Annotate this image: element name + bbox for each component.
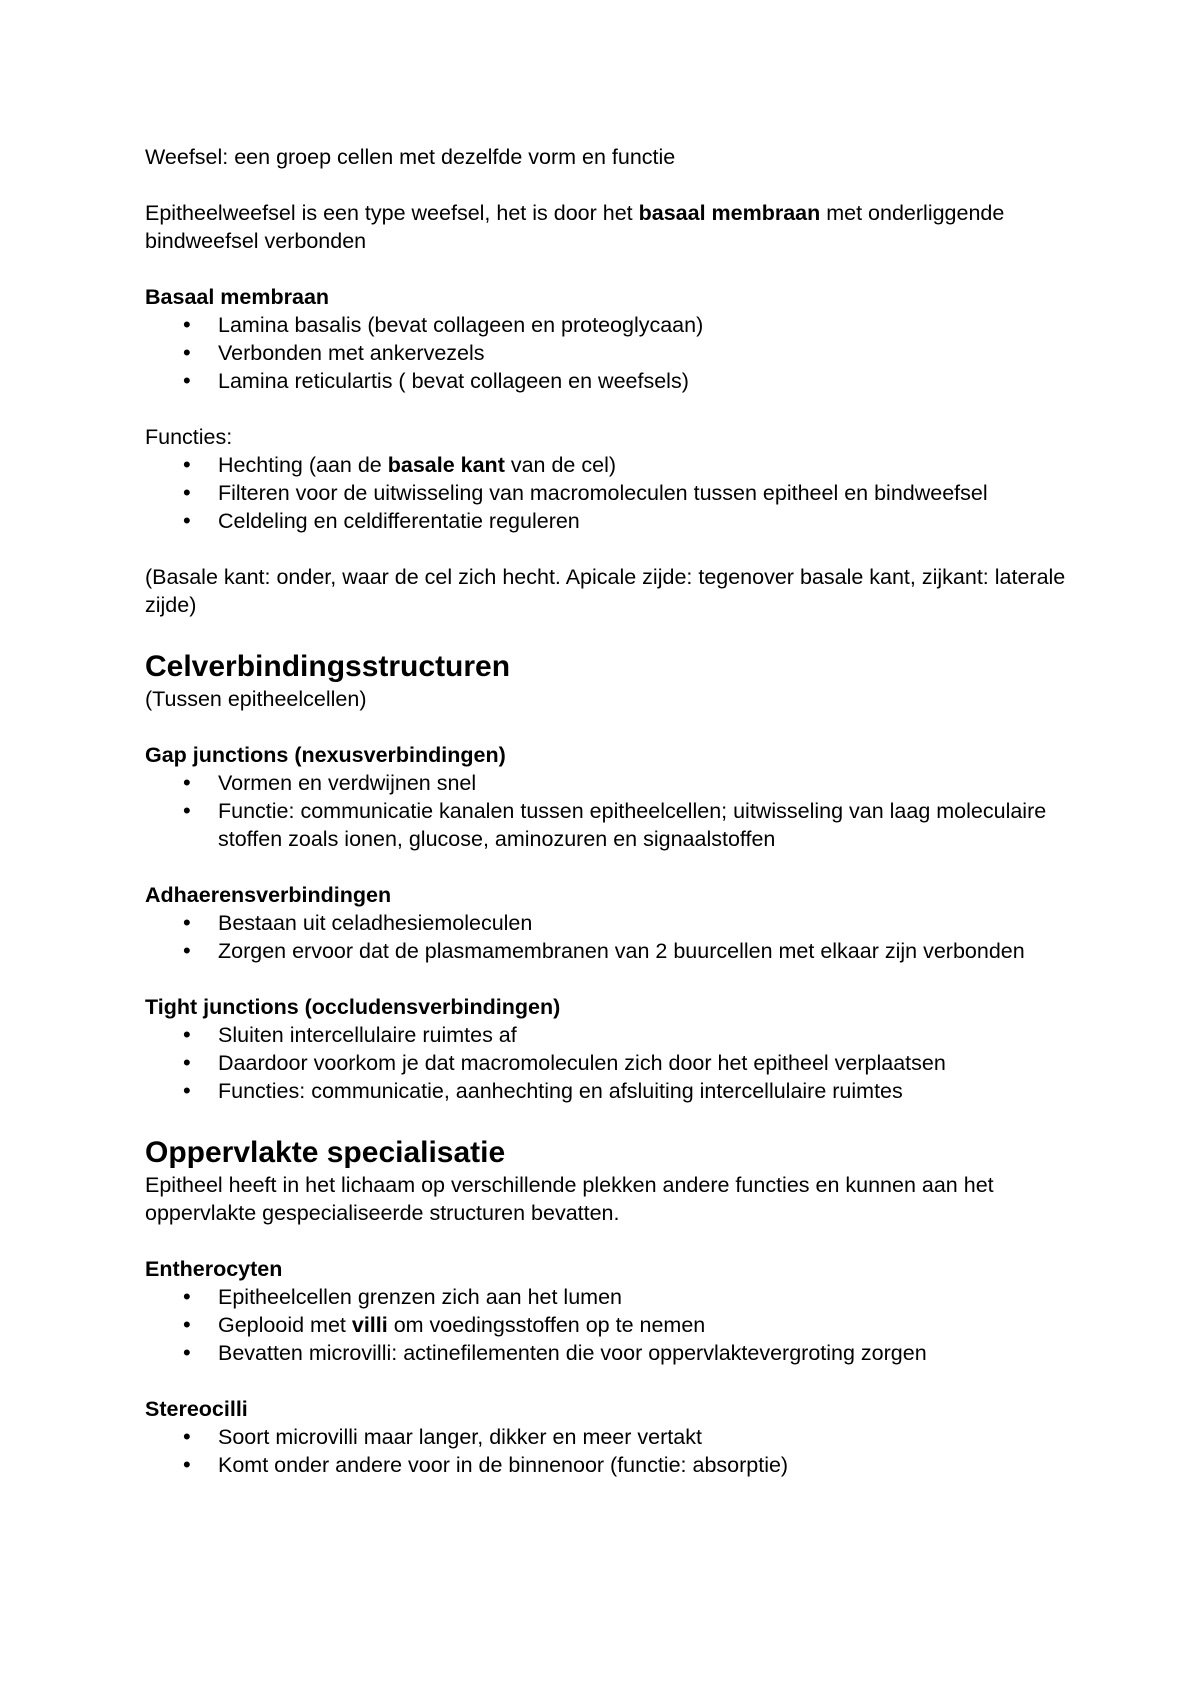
oppervlakte-title: Oppervlakte specialisatie [145, 1136, 506, 1169]
list-item: • Bestaan uit celadhesiemoleculen [183, 910, 533, 935]
list-item: • Komt onder andere voor in de binnenoor (functie: absorptie) [183, 1452, 789, 1477]
stereocilli-list [145, 1423, 1090, 1479]
bullet-icon: • [183, 1424, 191, 1449]
list-item: • Hechting (aan de basale kant van de cel) [183, 452, 617, 477]
adhaerens-list [145, 909, 1090, 965]
bullet-icon: • [183, 1022, 191, 1047]
adhaerens-heading: Adhaerensverbindingen [145, 883, 392, 907]
bullet-icon: • [183, 1078, 191, 1103]
bullet-icon: • [183, 312, 191, 337]
list-item: • Zorgen ervoor dat de plasmamembranen van 2 buurcellen met elkaar zijn verbonden [183, 938, 1025, 963]
list-item: • Geplooid met villi om voedingsstoffen op te nemen [183, 1312, 706, 1337]
bullet-icon: • [183, 1284, 191, 1309]
oppervlakte-intro: Epitheel heeft in het lichaam op verschillende plekken andere functies en kunnen aan het oppervlakte gespecialiseerde structuren bevatten. [145, 1173, 994, 1225]
bullet-icon: • [183, 452, 191, 477]
celverbinding-title: Celverbindingsstructuren [145, 650, 511, 683]
bullet-icon: • [183, 1050, 191, 1075]
basaal-heading: Basaal membraan [145, 285, 330, 309]
gap-junctions-list [145, 769, 1090, 853]
list-item: • Daardoor voorkom je dat macromoleculen zich door het epitheel verplaatsen [183, 1050, 946, 1075]
bullet-icon: • [183, 508, 191, 533]
bullet-icon: • [183, 1312, 191, 1337]
list-item: • Epitheelcellen grenzen zich aan het lumen [183, 1284, 622, 1309]
list-item: • Celdeling en celdifferentatie reguleren [183, 508, 580, 533]
basale-kant-note: (Basale kant: onder, waar de cel zich hecht. Apicale zijde: tegenover basale kant, zijkant: laterale zijde) [145, 565, 1066, 617]
bullet-icon: • [183, 938, 191, 963]
list-item: • Vormen en verdwijnen snel [183, 770, 477, 795]
list-item: • Lamina reticulartis ( bevat collageen en weefsels) [183, 368, 689, 393]
list-item: • Bevatten microvilli: actinefilementen die voor oppervlaktevergroting zorgen [183, 1340, 927, 1365]
bullet-icon: • [183, 1340, 191, 1365]
bullet-icon: • [183, 368, 191, 393]
entherocyten-list [145, 1283, 1090, 1367]
tight-junctions-heading: Tight junctions (occludensverbindingen) [145, 995, 561, 1019]
bullet-icon: • [183, 770, 191, 795]
tight-junctions-list [145, 1021, 1090, 1105]
epitheel-text-before: Epitheelweefsel is een type weefsel, het is door het [145, 201, 639, 225]
weefsel-definition: Weefsel: een groep cellen met dezelfde vorm en functie [145, 145, 676, 169]
bullet-icon: • [183, 480, 191, 505]
gap-junctions-heading: Gap junctions (nexusverbindingen) [145, 743, 506, 767]
list-item: • Lamina basalis (bevat collageen en proteoglycaan) [183, 312, 704, 337]
list-item: • Functie: communicatie kanalen tussen epitheelcellen; uitwisseling van laag moleculaire stoffen zoals ionen, glucose, aminozuren en signaalstoffen [183, 798, 1047, 851]
epitheel-paragraph [145, 199, 1090, 255]
epitheel-bold-term: basaal membraan [638, 201, 821, 225]
celverbinding-subtitle: (Tussen epitheelcellen) [145, 687, 367, 711]
bullet-icon: • [183, 910, 191, 935]
stereocilli-heading: Stereocilli [145, 1397, 248, 1421]
basaal-list [145, 311, 1090, 395]
entherocyten-heading: Entherocyten [145, 1257, 283, 1281]
epitheel-text-after: met onderliggende bindweefsel verbonden [145, 201, 1005, 253]
bullet-icon: • [183, 798, 191, 823]
list-item: • Functies: communicatie, aanhechting en afsluiting intercellulaire ruimtes [183, 1078, 903, 1103]
bullet-icon: • [183, 1452, 191, 1477]
list-item: • Verbonden met ankervezels [183, 340, 485, 365]
list-item: • Filteren voor de uitwisseling van macromoleculen tussen epitheel en bindweefsel [183, 480, 988, 505]
bullet-icon: • [183, 340, 191, 365]
functies-list [145, 451, 1090, 535]
list-item: • Soort microvilli maar langer, dikker en meer vertakt [183, 1424, 702, 1449]
list-item: • Sluiten intercellulaire ruimtes af [183, 1022, 517, 1047]
functies-label: Functies: [145, 425, 233, 449]
